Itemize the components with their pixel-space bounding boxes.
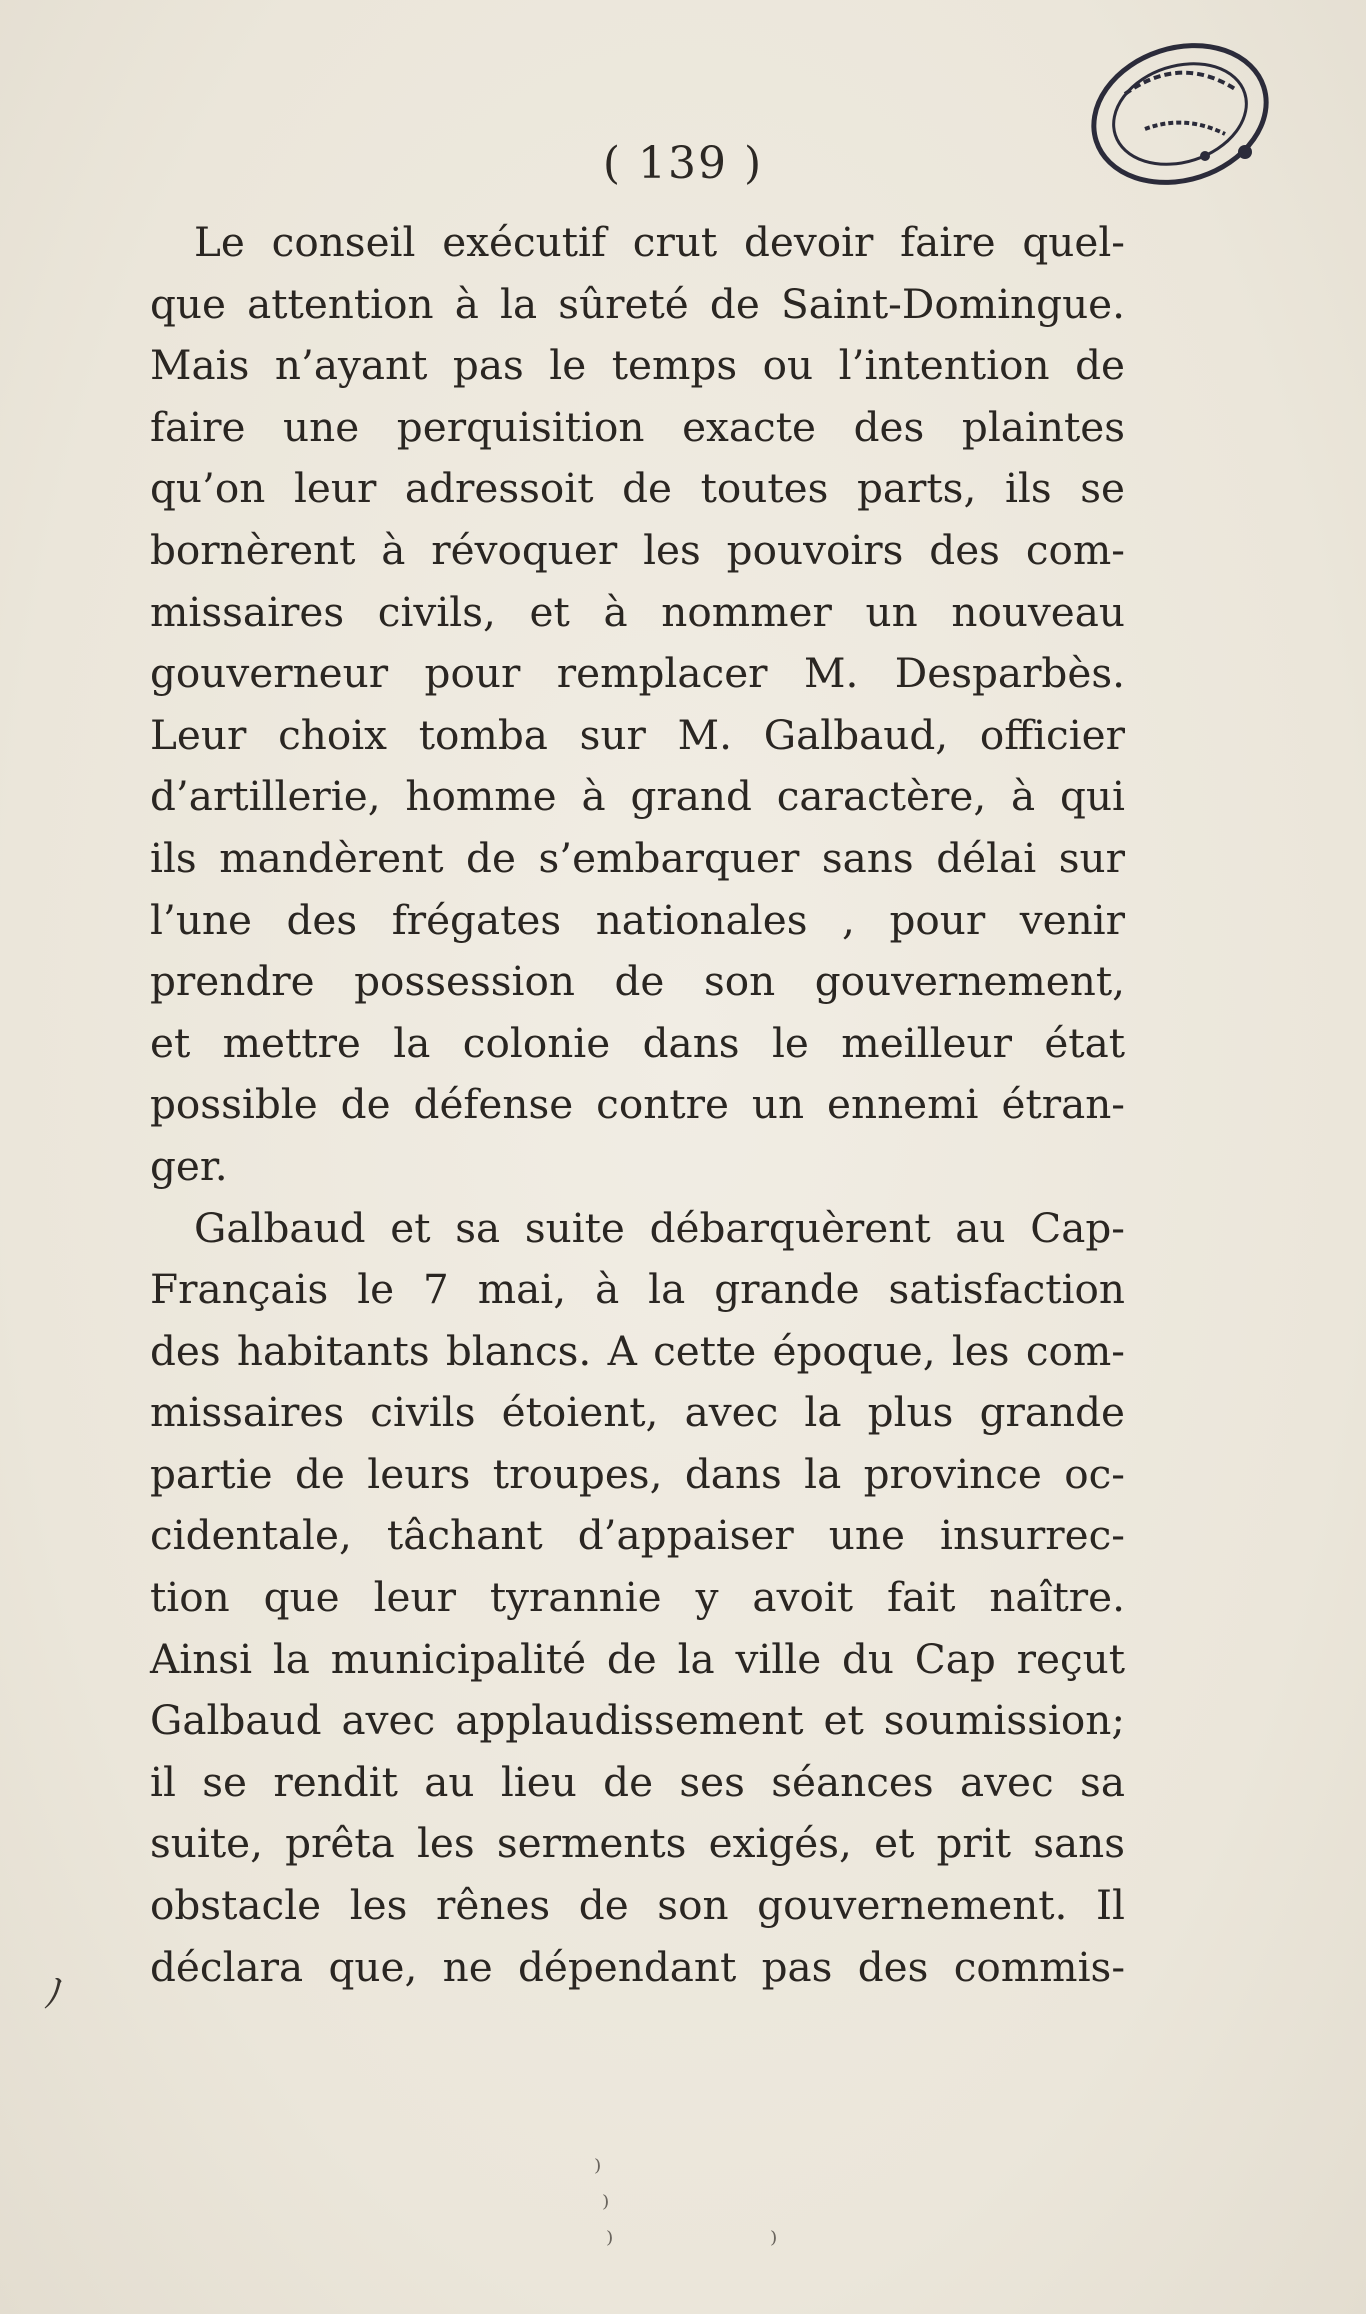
text-line: Français le 7 mai, à la grande satisfaction: [150, 1265, 1125, 1314]
text-line: missaires civils étoient, avec la plus grande: [150, 1388, 1125, 1437]
text-line: partie de leurs troupes, dans la province oc-: [150, 1449, 1125, 1498]
text-line: Mais n’ayant pas le temps ou l’intention de: [150, 341, 1125, 390]
text-line: Le conseil exécutif crut devoir faire quel-: [194, 218, 1125, 266]
text-line: possible de défense contre un ennemi étran-: [150, 1080, 1125, 1129]
body-text: [150, 212, 1125, 1998]
text-line: bornèrent à révoquer les pouvoirs des com-: [150, 525, 1125, 574]
margin-mark: ﾉ: [44, 1971, 64, 2017]
text-line: ger.: [150, 1141, 228, 1190]
text-line: et mettre la colonie dans le meilleur état: [150, 1018, 1125, 1067]
text-line: Leur choix tomba sur M. Galbaud, officier: [150, 710, 1125, 759]
text-line: ils mandèrent de s’embarquer sans délai sur: [150, 833, 1125, 882]
text-line: Galbaud et sa suite débarquèrent au Cap-: [194, 1203, 1125, 1252]
text-line: des habitants blancs. A cette époque, les com-: [150, 1326, 1125, 1375]
text-line: faire une perquisition exacte des plaintes: [150, 402, 1125, 451]
text-line: déclara que, ne dépendant pas des commis-: [150, 1942, 1125, 1991]
text-line: tion que leur tyrannie y avoit fait naître.: [150, 1573, 1125, 1622]
text-line: que attention à la sûreté de Saint-Domingue.: [150, 279, 1125, 328]
text-line: missaires civils, et à nommer un nouveau: [150, 587, 1125, 636]
text-line: obstacle les rênes de son gouvernement. Il: [150, 1881, 1125, 1930]
paragraph-1: [150, 212, 1125, 1198]
text-line: Ainsi la municipalité de la ville du Cap reçut: [150, 1634, 1125, 1683]
text-line: l’une des frégates nationales , pour venir: [150, 895, 1125, 944]
text-line: gouverneur pour remplacer M. Desparbès.: [150, 649, 1125, 698]
text-line: prendre possession de son gouvernement,: [150, 957, 1125, 1006]
foot-marks: ⁾ ⁾ ⁾ ⁾: [594, 2154, 778, 2261]
text-line: il se rendit au lieu de ses séances avec sa: [150, 1757, 1125, 1806]
paragraph-2: [150, 1198, 1125, 1999]
page-number: ( 139 ): [602, 138, 764, 189]
text-line: cidentale, tâchant d’appaiser une insurrec-: [150, 1511, 1125, 1560]
text-line: qu’on leur adressoit de toutes parts, ils se: [150, 464, 1125, 513]
text-line: d’artillerie, homme à grand caractère, à qui: [150, 772, 1125, 821]
text-line: suite, prêta les serments exigés, et prit sans: [150, 1819, 1125, 1868]
text-line: Galbaud avec applaudissement et soumission;: [150, 1696, 1125, 1745]
